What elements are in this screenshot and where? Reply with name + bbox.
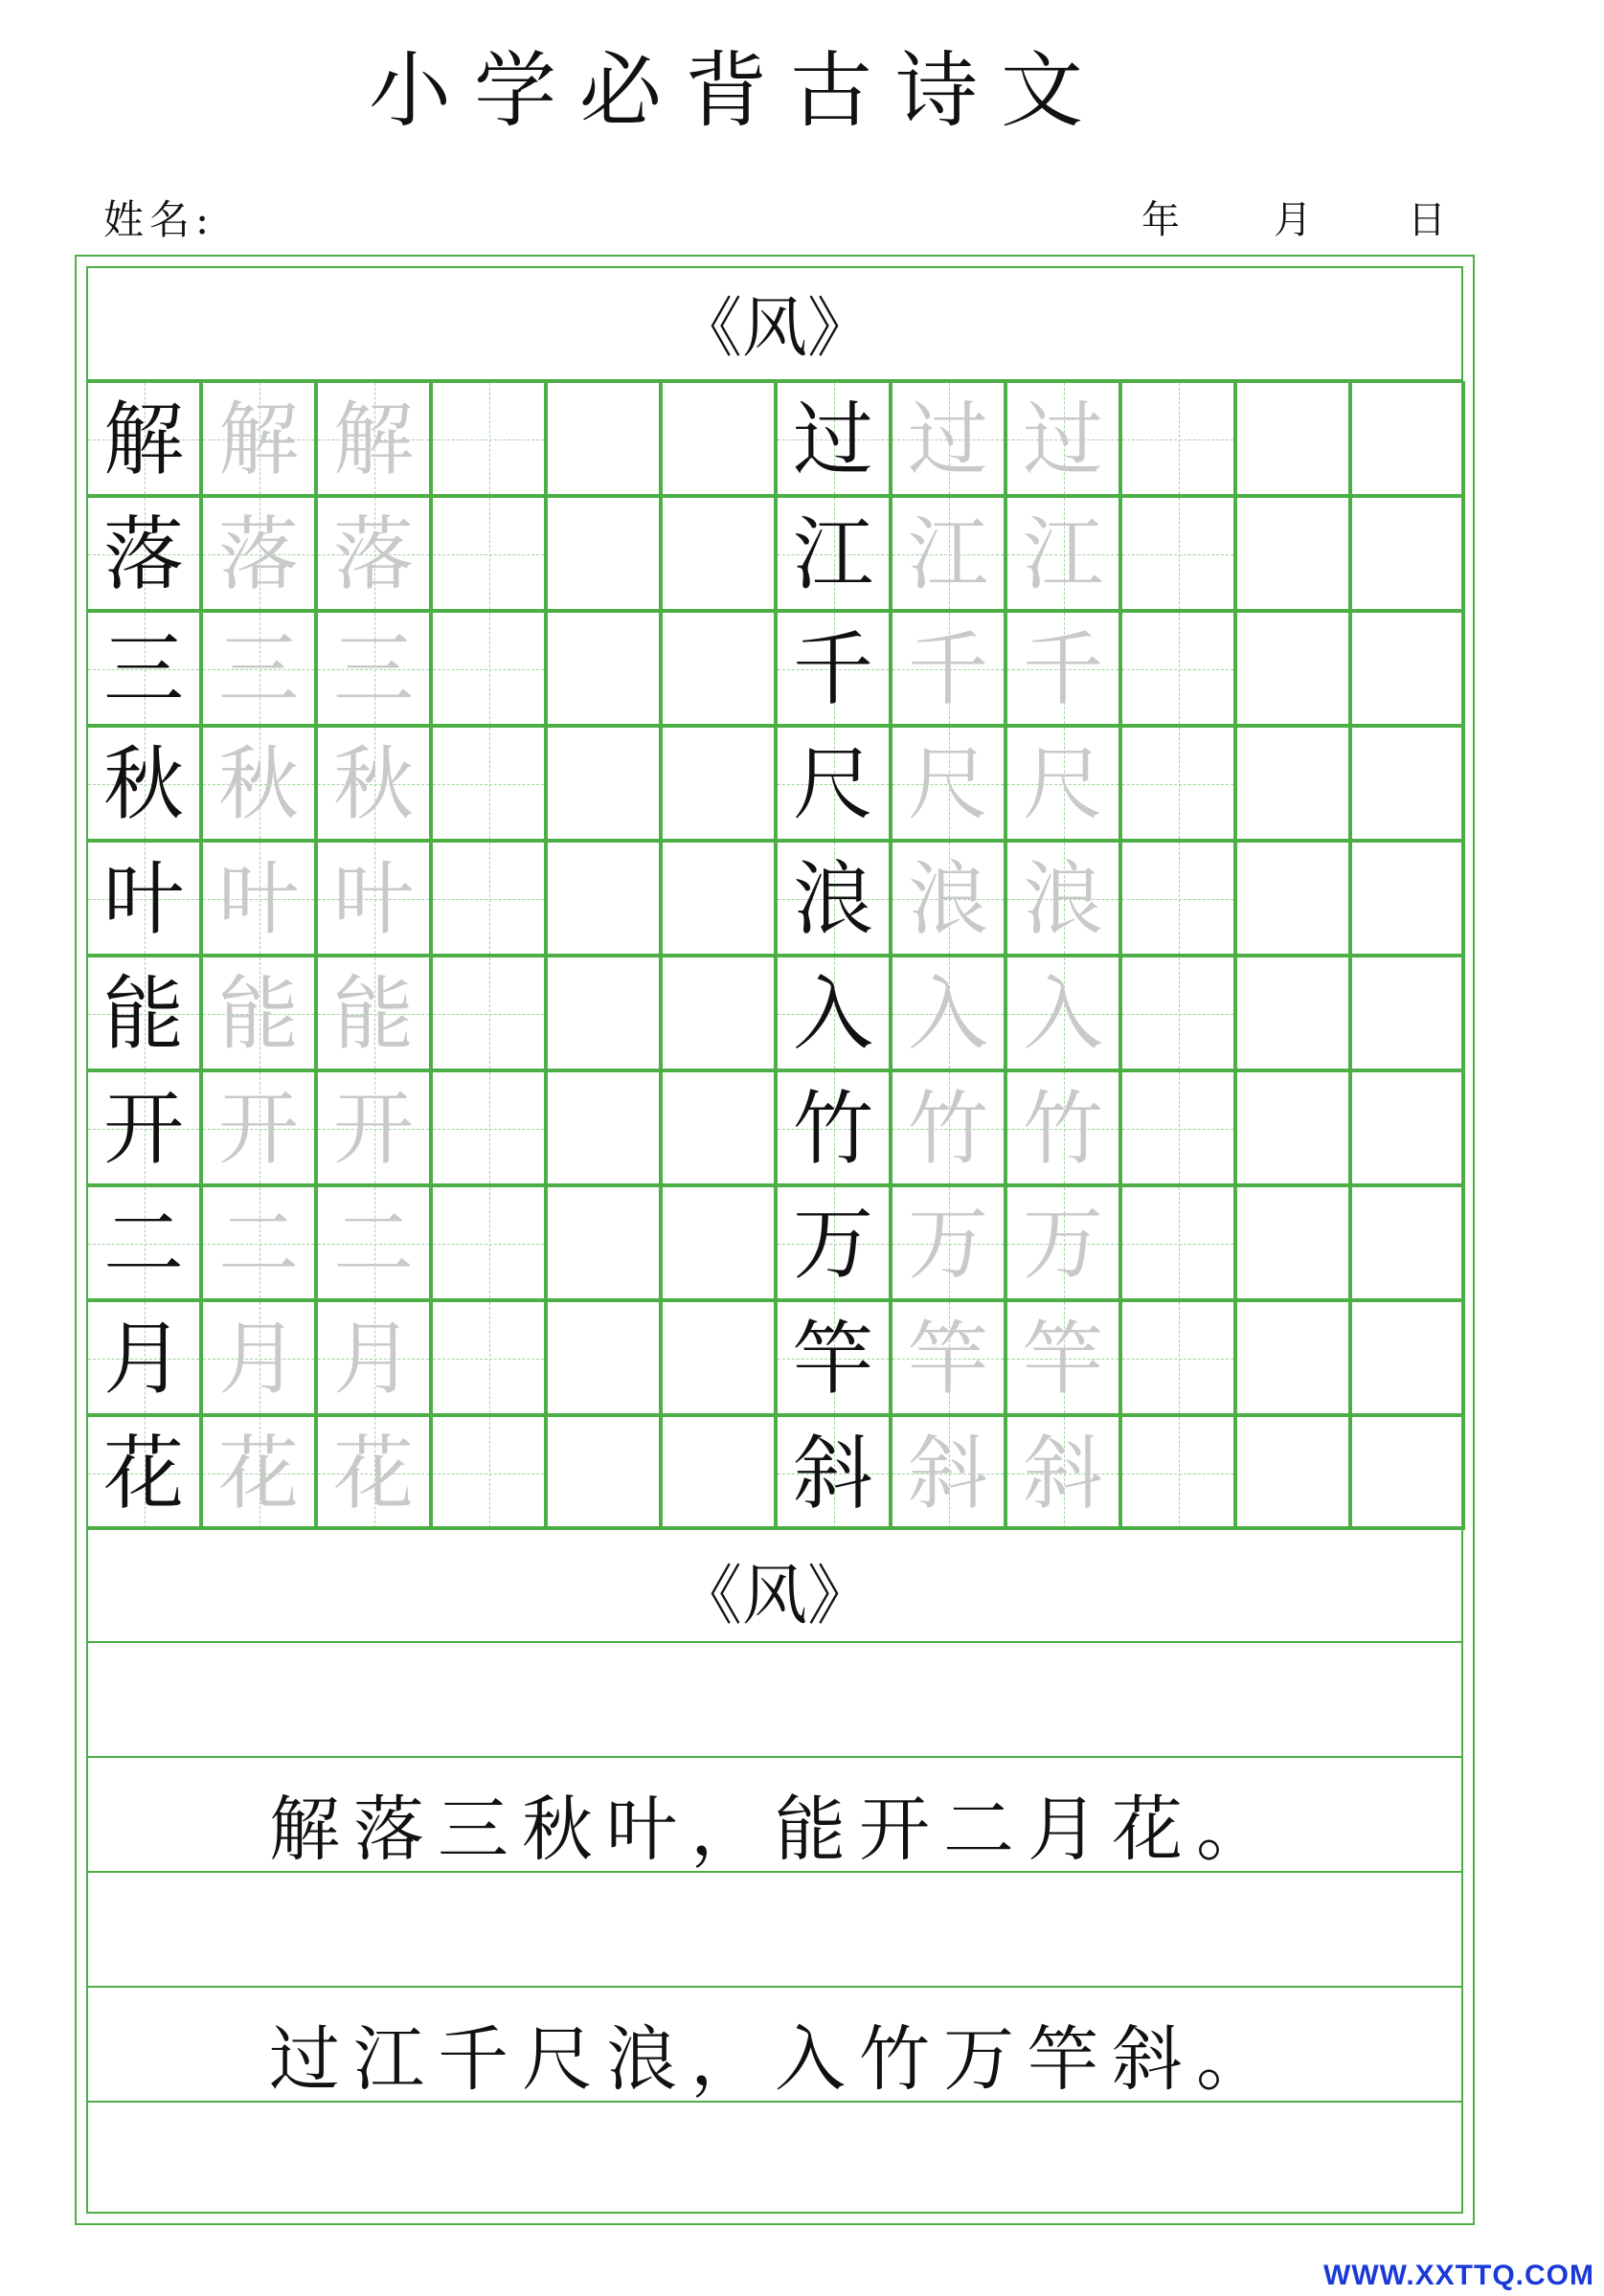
model-character: 叶 bbox=[102, 852, 184, 946]
recitation-poem-title: 《风》 bbox=[676, 1559, 872, 1634]
practice-cell bbox=[431, 1070, 546, 1185]
practice-cell bbox=[431, 381, 546, 496]
model-character: 能 bbox=[102, 967, 184, 1061]
trace-character: 过 bbox=[907, 393, 988, 486]
poem-line-1: 解落三秋叶，能开二月花。 bbox=[269, 1789, 1280, 1871]
guide-line bbox=[1122, 439, 1233, 440]
practice-cell bbox=[546, 956, 661, 1070]
guide-line bbox=[489, 1072, 490, 1183]
trace-character: 江 bbox=[907, 507, 988, 601]
practice-cell bbox=[1235, 841, 1350, 956]
practice-cell bbox=[546, 381, 661, 496]
model-character: 二 bbox=[102, 1197, 184, 1291]
practice-cell bbox=[1005, 1070, 1120, 1185]
practice-cell bbox=[201, 841, 316, 956]
practice-cell bbox=[1235, 726, 1350, 841]
model-character: 浪 bbox=[792, 852, 873, 946]
writing-line bbox=[86, 1986, 1463, 1988]
model-character: 三 bbox=[102, 622, 184, 716]
practice-cell bbox=[316, 381, 431, 496]
practice-cell bbox=[661, 726, 776, 841]
guide-line bbox=[1122, 1359, 1233, 1360]
trace-character: 千 bbox=[1022, 622, 1103, 716]
practice-cell bbox=[201, 496, 316, 611]
practice-cell bbox=[1120, 381, 1235, 496]
writing-line bbox=[86, 1641, 1463, 1643]
practice-cell bbox=[86, 611, 201, 726]
practice-cell bbox=[661, 1070, 776, 1185]
practice-cell bbox=[1120, 611, 1235, 726]
date-day-label: 日 bbox=[1408, 198, 1446, 242]
guide-line bbox=[433, 1014, 544, 1015]
practice-cell bbox=[316, 726, 431, 841]
guide-line bbox=[1122, 554, 1233, 555]
model-character: 花 bbox=[102, 1427, 184, 1520]
practice-cell bbox=[891, 611, 1005, 726]
practice-cell bbox=[431, 726, 546, 841]
guide-line bbox=[433, 554, 544, 555]
practice-cell bbox=[1350, 841, 1465, 956]
model-character: 江 bbox=[792, 507, 873, 601]
trace-character: 落 bbox=[217, 507, 299, 601]
guide-line bbox=[489, 1302, 490, 1413]
trace-character: 竿 bbox=[1022, 1312, 1103, 1406]
practice-cell bbox=[776, 726, 891, 841]
practice-cell bbox=[891, 1070, 1005, 1185]
model-character: 过 bbox=[792, 393, 873, 486]
practice-cell bbox=[546, 1070, 661, 1185]
practice-cell bbox=[1350, 381, 1465, 496]
trace-character: 万 bbox=[907, 1197, 988, 1291]
trace-character: 竿 bbox=[907, 1312, 988, 1406]
practice-cell bbox=[86, 841, 201, 956]
guide-line bbox=[1122, 784, 1233, 785]
practice-cell bbox=[201, 1300, 316, 1415]
practice-cell bbox=[661, 1300, 776, 1415]
practice-cell bbox=[1350, 1070, 1465, 1185]
practice-cell bbox=[316, 1415, 431, 1530]
trace-character: 斜 bbox=[1022, 1427, 1103, 1520]
practice-cell bbox=[201, 1415, 316, 1530]
practice-cell bbox=[891, 841, 1005, 956]
practice-cell bbox=[891, 726, 1005, 841]
practice-cell bbox=[546, 841, 661, 956]
trace-character: 三 bbox=[332, 622, 414, 716]
practice-cell bbox=[661, 496, 776, 611]
practice-cell bbox=[1005, 1300, 1120, 1415]
practice-cell bbox=[661, 1185, 776, 1300]
guide-line bbox=[489, 843, 490, 954]
model-character: 秋 bbox=[102, 737, 184, 831]
practice-cell bbox=[1120, 496, 1235, 611]
guide-line bbox=[1122, 669, 1233, 670]
trace-character: 开 bbox=[332, 1082, 414, 1176]
practice-cell bbox=[891, 1185, 1005, 1300]
practice-cell bbox=[316, 496, 431, 611]
practice-cell bbox=[201, 381, 316, 496]
trace-character: 江 bbox=[1022, 507, 1103, 601]
trace-character: 解 bbox=[217, 393, 299, 486]
trace-character: 叶 bbox=[217, 852, 299, 946]
model-character: 斜 bbox=[792, 1427, 873, 1520]
practice-cell bbox=[86, 1070, 201, 1185]
model-character: 解 bbox=[102, 393, 184, 486]
practice-cell bbox=[1005, 726, 1120, 841]
practice-cell bbox=[86, 726, 201, 841]
guide-line bbox=[1179, 1417, 1180, 1528]
model-character: 入 bbox=[792, 967, 873, 1061]
practice-cell bbox=[431, 841, 546, 956]
practice-cell bbox=[1235, 956, 1350, 1070]
practice-cell bbox=[86, 956, 201, 1070]
practice-cell bbox=[86, 1185, 201, 1300]
practice-cell bbox=[1235, 381, 1350, 496]
practice-cell bbox=[316, 956, 431, 1070]
guide-line bbox=[433, 1244, 544, 1245]
practice-cell bbox=[546, 1415, 661, 1530]
date-month-label: 月 bbox=[1274, 198, 1312, 242]
practice-cell bbox=[1005, 381, 1120, 496]
guide-line bbox=[1122, 1129, 1233, 1130]
practice-cell bbox=[431, 496, 546, 611]
practice-cell bbox=[776, 1300, 891, 1415]
poem-line-2: 过江千尺浪，入竹万竿斜。 bbox=[269, 2018, 1280, 2101]
trace-character: 解 bbox=[332, 393, 414, 486]
guide-line bbox=[489, 1417, 490, 1528]
trace-character: 竹 bbox=[1022, 1082, 1103, 1176]
practice-cell bbox=[891, 956, 1005, 1070]
practice-cell bbox=[316, 611, 431, 726]
practice-cell bbox=[86, 1300, 201, 1415]
practice-cell bbox=[1235, 1070, 1350, 1185]
trace-character: 三 bbox=[217, 622, 299, 716]
trace-character: 二 bbox=[332, 1197, 414, 1291]
guide-line bbox=[489, 498, 490, 609]
trace-character: 秋 bbox=[332, 737, 414, 831]
practice-cell bbox=[776, 956, 891, 1070]
practice-cell bbox=[776, 381, 891, 496]
practice-cell bbox=[1350, 956, 1465, 1070]
practice-cell bbox=[1120, 1185, 1235, 1300]
practice-cell bbox=[316, 841, 431, 956]
practice-cell bbox=[86, 496, 201, 611]
practice-cell bbox=[1120, 956, 1235, 1070]
practice-cell bbox=[1120, 1070, 1235, 1185]
practice-cell bbox=[546, 1300, 661, 1415]
model-character: 尺 bbox=[792, 737, 873, 831]
practice-cell bbox=[1120, 841, 1235, 956]
guide-line bbox=[433, 439, 544, 440]
practice-cell bbox=[546, 726, 661, 841]
practice-cell bbox=[316, 1070, 431, 1185]
trace-character: 能 bbox=[332, 967, 414, 1061]
practice-cell bbox=[1005, 1415, 1120, 1530]
practice-cell bbox=[891, 1300, 1005, 1415]
practice-cell bbox=[1350, 1415, 1465, 1530]
practice-cell bbox=[431, 1185, 546, 1300]
guide-line bbox=[1179, 728, 1180, 839]
practice-cell bbox=[86, 381, 201, 496]
trace-character: 千 bbox=[907, 622, 988, 716]
practice-cell bbox=[201, 956, 316, 1070]
trace-character: 入 bbox=[907, 967, 988, 1061]
trace-character: 尺 bbox=[1022, 737, 1103, 831]
guide-line bbox=[1179, 613, 1180, 724]
practice-cell bbox=[1235, 1415, 1350, 1530]
model-character: 竹 bbox=[792, 1082, 873, 1176]
trace-character: 入 bbox=[1022, 967, 1103, 1061]
trace-character: 花 bbox=[332, 1427, 414, 1520]
guide-line bbox=[489, 383, 490, 494]
guide-line bbox=[1179, 843, 1180, 954]
practice-cell bbox=[776, 1415, 891, 1530]
practice-cell bbox=[201, 726, 316, 841]
practice-cell bbox=[546, 1185, 661, 1300]
practice-cell bbox=[431, 956, 546, 1070]
practice-cell bbox=[776, 841, 891, 956]
guide-line bbox=[1179, 1187, 1180, 1298]
guide-line bbox=[1122, 1244, 1233, 1245]
guide-line bbox=[1122, 1014, 1233, 1015]
trace-character: 花 bbox=[217, 1427, 299, 1520]
practice-cell bbox=[1350, 1185, 1465, 1300]
practice-cell bbox=[201, 1185, 316, 1300]
page-title: 小学必背古诗文 bbox=[369, 43, 1106, 139]
practice-cell bbox=[1235, 1300, 1350, 1415]
practice-cell bbox=[891, 1415, 1005, 1530]
practice-cell bbox=[661, 611, 776, 726]
practice-cell bbox=[661, 956, 776, 1070]
trace-character: 开 bbox=[217, 1082, 299, 1176]
practice-cell bbox=[1005, 956, 1120, 1070]
practice-cell bbox=[431, 611, 546, 726]
practice-cell bbox=[1005, 496, 1120, 611]
practice-cell bbox=[1350, 496, 1465, 611]
trace-character: 万 bbox=[1022, 1197, 1103, 1291]
practice-cell bbox=[776, 1070, 891, 1185]
guide-line bbox=[433, 1129, 544, 1130]
guide-line bbox=[1122, 899, 1233, 900]
practice-cell bbox=[431, 1300, 546, 1415]
practice-cell bbox=[316, 1300, 431, 1415]
practice-cell bbox=[201, 1070, 316, 1185]
guide-line bbox=[1179, 957, 1180, 1069]
practice-cell bbox=[776, 496, 891, 611]
practice-cell bbox=[1350, 611, 1465, 726]
trace-character: 叶 bbox=[332, 852, 414, 946]
practice-cell bbox=[1005, 611, 1120, 726]
model-character: 万 bbox=[792, 1197, 873, 1291]
model-character: 落 bbox=[102, 507, 184, 601]
trace-character: 竹 bbox=[907, 1082, 988, 1176]
guide-line bbox=[1179, 1302, 1180, 1413]
writing-line bbox=[86, 2101, 1463, 2103]
practice-cell bbox=[1005, 841, 1120, 956]
writing-line bbox=[86, 1756, 1463, 1758]
trace-character: 月 bbox=[217, 1312, 299, 1406]
trace-character: 斜 bbox=[907, 1427, 988, 1520]
guide-line bbox=[433, 784, 544, 785]
practice-cell bbox=[891, 381, 1005, 496]
practice-cell bbox=[891, 496, 1005, 611]
practice-cell bbox=[1235, 1185, 1350, 1300]
trace-character: 二 bbox=[217, 1197, 299, 1291]
practice-cell bbox=[1350, 726, 1465, 841]
guide-line bbox=[489, 613, 490, 724]
guide-line bbox=[1179, 1072, 1180, 1183]
guide-line bbox=[489, 1187, 490, 1298]
trace-character: 过 bbox=[1022, 393, 1103, 486]
practice-cell bbox=[1235, 496, 1350, 611]
practice-cell bbox=[661, 841, 776, 956]
practice-cell bbox=[1120, 1415, 1235, 1530]
practice-cell bbox=[546, 611, 661, 726]
trace-character: 浪 bbox=[907, 852, 988, 946]
practice-cell bbox=[1235, 611, 1350, 726]
writing-line bbox=[86, 1871, 1463, 1873]
practice-cell bbox=[776, 611, 891, 726]
model-character: 千 bbox=[792, 622, 873, 716]
practice-cell bbox=[316, 1185, 431, 1300]
practice-cell bbox=[1350, 1300, 1465, 1415]
practice-cell bbox=[661, 1415, 776, 1530]
trace-character: 月 bbox=[332, 1312, 414, 1406]
practice-cell bbox=[1120, 726, 1235, 841]
guide-line bbox=[433, 669, 544, 670]
guide-line bbox=[1179, 383, 1180, 494]
date-year-label: 年 bbox=[1141, 198, 1180, 242]
guide-line bbox=[433, 899, 544, 900]
practice-cell bbox=[1120, 1300, 1235, 1415]
recitation-divider-top bbox=[86, 1526, 1463, 1528]
guide-line bbox=[489, 957, 490, 1069]
guide-line bbox=[1179, 498, 1180, 609]
trace-character: 浪 bbox=[1022, 852, 1103, 946]
practice-cell bbox=[661, 381, 776, 496]
model-character: 月 bbox=[102, 1312, 184, 1406]
model-character: 竿 bbox=[792, 1312, 873, 1406]
practice-cell bbox=[201, 611, 316, 726]
site-watermark: WWW.XXTTQ.COM bbox=[1323, 2260, 1594, 2291]
trace-character: 落 bbox=[332, 507, 414, 601]
trace-character: 秋 bbox=[217, 737, 299, 831]
practice-cell bbox=[1005, 1185, 1120, 1300]
trace-character: 能 bbox=[217, 967, 299, 1061]
name-label: 姓名: bbox=[103, 196, 215, 243]
practice-cell bbox=[86, 1415, 201, 1530]
practice-cell bbox=[546, 496, 661, 611]
guide-line bbox=[489, 728, 490, 839]
guide-line bbox=[433, 1359, 544, 1360]
practice-cell bbox=[431, 1415, 546, 1530]
model-character: 开 bbox=[102, 1082, 184, 1176]
practice-cell bbox=[776, 1185, 891, 1300]
trace-character: 尺 bbox=[907, 737, 988, 831]
practice-poem-title: 《风》 bbox=[676, 291, 872, 367]
